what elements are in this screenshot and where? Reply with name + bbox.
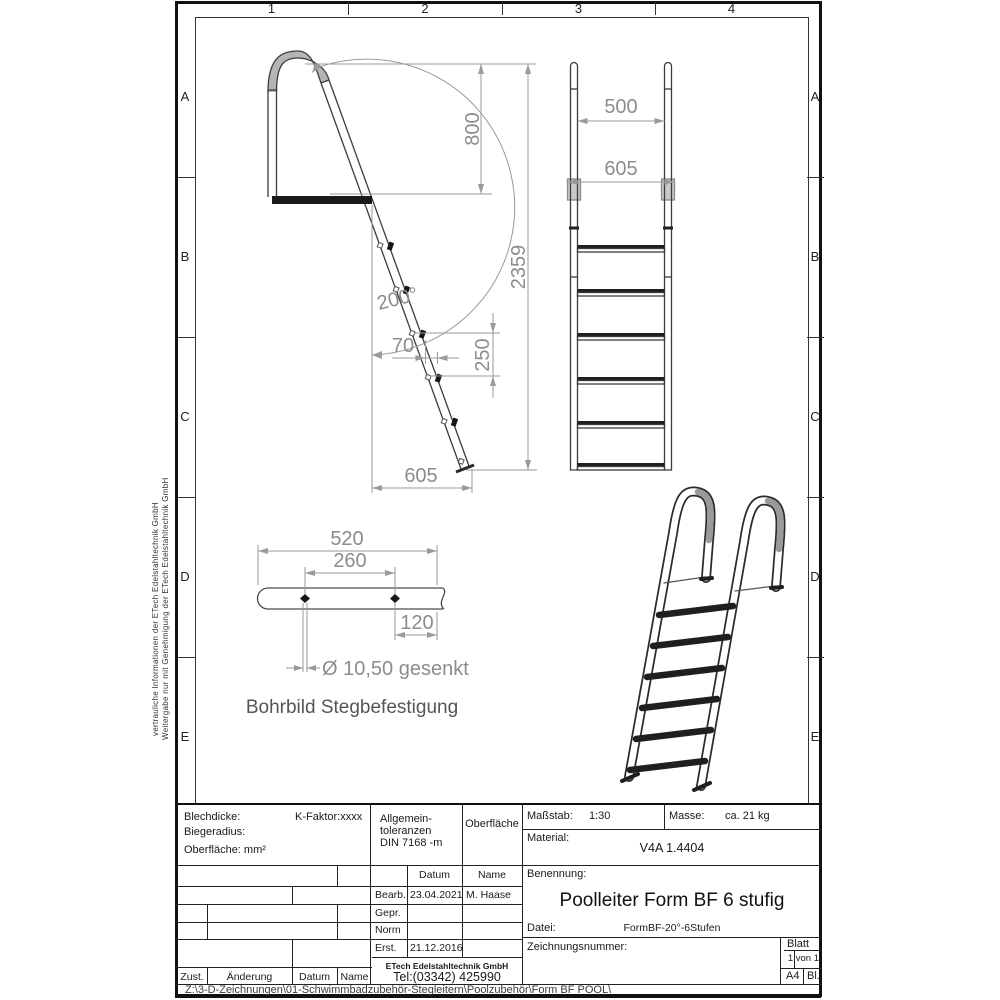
dim-605-front: 605 — [604, 158, 638, 180]
company-name: ETech Edelstahltechnik GmbH — [385, 961, 509, 971]
grid-row-c-right: C — [810, 409, 820, 424]
approval-name-header: Name — [477, 869, 506, 881]
datei-label: Datei: — [527, 922, 556, 934]
divider — [177, 886, 522, 887]
divider — [292, 886, 293, 904]
front-steps — [578, 245, 665, 470]
grid-row-d-right: D — [810, 569, 820, 584]
dim-250: 250 — [472, 338, 494, 372]
divider — [522, 937, 822, 938]
divider — [370, 805, 371, 984]
front-view-dimensions — [568, 96, 675, 185]
grid-column-3: 3 — [574, 1, 583, 16]
divider — [177, 865, 822, 866]
divider — [664, 805, 665, 829]
rev-datum-label: Datum — [299, 971, 330, 983]
zeichnungsnummer-label: Zeichnungsnummer: — [527, 941, 628, 953]
bearb-label: Bearb. — [375, 889, 406, 901]
oberflaeche-label: Oberfläche: mm² — [184, 844, 266, 856]
bearb-datum: 23.04.2021 — [410, 889, 463, 901]
drill-view-caption: Bohrbild Stegbefestigung — [245, 697, 459, 718]
rev-zust-label: Zust. — [180, 971, 204, 983]
confidentiality-note-2: Weitergabe nur mit Genehmigung der ETech Edelstahltechnik GmbH — [161, 477, 170, 740]
divider — [803, 968, 804, 984]
rev-aenderung-label: Änderung — [226, 971, 273, 983]
grid-row-a-right: A — [810, 89, 820, 104]
massstab-label: Maßstab: — [527, 810, 573, 822]
grid-column-1: 1 — [267, 1, 276, 16]
masse-value: ca. 21 kg — [725, 810, 770, 822]
approval-datum-header: Datum — [419, 869, 450, 881]
gepr-label: Gepr. — [375, 907, 401, 919]
dim-605-side: 605 — [404, 465, 438, 487]
dim-angle: 200° — [374, 283, 421, 315]
iso-flanges — [664, 577, 775, 591]
iso-view — [622, 491, 782, 790]
k-faktor-value: K-Faktor:xxxx — [295, 811, 363, 823]
drill-view — [258, 588, 445, 609]
divider — [522, 829, 822, 830]
oberflaeche-column: Oberfläche — [465, 818, 519, 830]
masse-label: Masse: — [669, 810, 705, 822]
grid-row-b-left: B — [180, 249, 190, 264]
bl-label: Bl. — [807, 970, 820, 982]
hole-note: Ø 10,50 gesenkt — [322, 658, 469, 680]
blechdicke-label: Blechdicke: — [184, 811, 241, 823]
blatt-value: 1 von 1 — [787, 953, 819, 964]
norm-label: Norm — [375, 924, 401, 936]
biegeradius-label: Biegeradius: — [184, 826, 246, 838]
grid-column-2: 2 — [421, 1, 429, 16]
material-value: V4A 1.4404 — [639, 841, 705, 855]
divider — [784, 950, 822, 951]
benennung-label: Benennung: — [527, 868, 587, 880]
divider — [337, 865, 338, 886]
dim-800: 800 — [462, 112, 484, 146]
grid-column-4: 4 — [727, 1, 736, 16]
material-label: Material: — [527, 832, 570, 844]
side-view — [268, 51, 474, 472]
divider — [177, 939, 522, 940]
bearb-name: M. Haase — [466, 889, 511, 901]
confidentiality-note-1: vertrauliche Informationen der ETech Edelstahltechnik GmbH — [151, 502, 160, 736]
divider — [177, 922, 522, 923]
drill-view-dimensions — [258, 528, 469, 680]
erst-label: Erst. — [375, 942, 397, 954]
grid-row-e-left: E — [180, 729, 190, 744]
format-value: A4 — [786, 970, 800, 982]
divider — [177, 904, 522, 905]
rev-name-label: Name — [340, 971, 369, 983]
massstab-value: 1:30 — [589, 810, 611, 822]
file-path-bar: Z:\3-D-Zeichnungen\01-Schwimmbadzubehör-Stegleitern\Poolzubehör\Form BF POOL\ — [185, 984, 612, 996]
front-view — [568, 63, 675, 471]
side-view-dimensions — [305, 59, 537, 493]
grid-row-e-right: E — [810, 729, 820, 744]
tolerances-line2: toleranzen — [380, 825, 432, 837]
divider — [780, 937, 781, 984]
dim-500: 500 — [604, 96, 638, 118]
divider — [292, 939, 293, 967]
iso-grip-left — [698, 492, 711, 540]
deck-bar — [272, 196, 372, 204]
grid-row-c-left: C — [180, 409, 190, 424]
divider — [372, 957, 522, 958]
grid-row-b-right: B — [810, 249, 820, 264]
dim-260: 260 — [333, 550, 367, 572]
dim-520: 520 — [330, 528, 364, 550]
dimension-arrows — [312, 63, 531, 491]
divider — [337, 904, 338, 939]
divider — [207, 904, 208, 939]
title-block — [175, 803, 821, 998]
tolerances-line1: Allgemein- — [380, 813, 432, 825]
erst-datum: 21.12.2016 — [410, 942, 463, 954]
dim-70: 70 — [391, 335, 415, 357]
dim-120: 120 — [400, 612, 434, 634]
iso-grip-right — [768, 501, 781, 549]
dim-2359: 2359 — [508, 244, 530, 290]
drawing-title: Poolleiter Form BF 6 stufig — [559, 890, 785, 911]
blatt-label: Blatt — [787, 938, 810, 950]
grid-row-a-left: A — [180, 89, 190, 104]
tolerances-line3: DIN 7168 -m — [380, 837, 443, 849]
datei-value: FormBF-20°-6Stufen — [623, 922, 721, 934]
grid-row-d-left: D — [180, 569, 190, 584]
drill-holes — [300, 594, 400, 603]
company-tel: Tel:(03342) 425990 — [393, 970, 501, 984]
